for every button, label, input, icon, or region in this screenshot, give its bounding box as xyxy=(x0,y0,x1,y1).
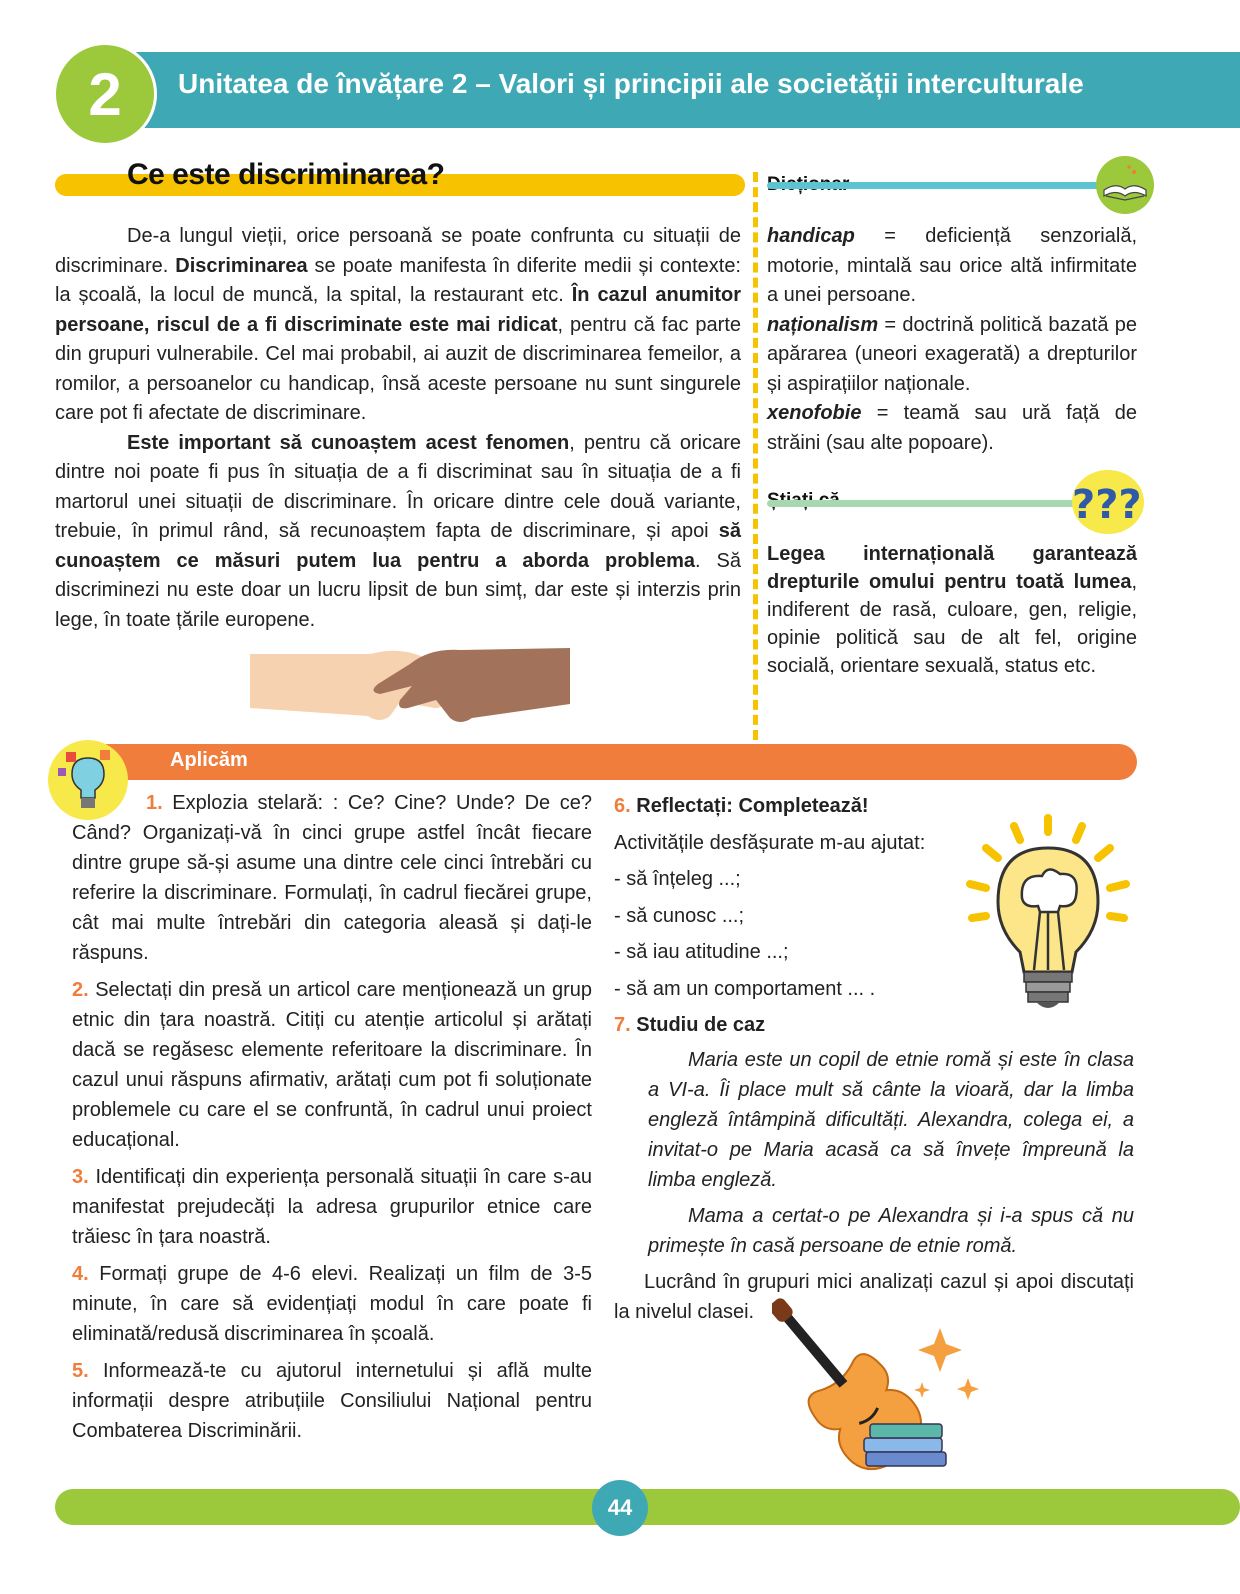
case-study-paragraph: Mama a certat-o pe Alexandra și i-a spus că nu primește în casă persoane de etnie romă. xyxy=(648,1205,1134,1257)
page-number: 44 xyxy=(592,1480,648,1536)
dictionary-entries xyxy=(767,222,1137,458)
reflect-line: - să am un comportament ... . xyxy=(614,977,876,1000)
apply-heading: Aplicăm xyxy=(170,749,248,771)
apply-item-3: 3. Identificați din experiența personală situații în care s-au manifestat prejudecăți la adresa grupurilor etnice care trăiesc în țara noastră. xyxy=(72,1166,592,1248)
column-divider xyxy=(753,172,758,740)
dictionary-underline xyxy=(767,182,1107,189)
reflect-line: - să iau atitudine ...; xyxy=(614,941,789,963)
question-marks-icon xyxy=(1072,470,1144,534)
violin-books-icon xyxy=(772,1298,1002,1476)
dictionary-entry: handicap = deficiență senzorială, motorie, mintală sau orice altă infirmitate a unei persoane. xyxy=(767,225,1137,306)
reflect-line: - să înțeleg ...; xyxy=(614,868,741,890)
svg-text:???: ??? xyxy=(1072,482,1142,528)
section-title: Ce este discriminarea? xyxy=(127,158,445,191)
reflect-intro: Activitățile desfășurate m-au ajutat: xyxy=(614,831,926,854)
dictionary-entry: xenofobie = teamă sau ură față de străini (sau alte popoare). xyxy=(767,402,1137,454)
intro-text xyxy=(55,222,741,635)
unit-title: Unitatea de învățare 2 – Valori și principii ale societății interculturale xyxy=(178,68,1084,99)
dictionary-entry: naționalism = doctrină politică bazată pe apărarea (uneori exagerată) a drepturilor și aspirațiilor naționale. xyxy=(767,313,1137,395)
did-you-know-underline xyxy=(767,500,1097,507)
intro-paragraph-1: De-a lungul vieții, orice persoană se poate confrunta cu situații de discriminare. Discriminarea se poate manifesta în diferite medii și contexte: la școală, la locul de muncă, la spital, la restaurant etc. În cazul anumitor persoane, riscul de a fi discriminate este mai ridicat, pentru că fac parte din grupuri vulnerabile. Cel mai probabil, ai auzit de discriminarea femeilor, a romilor, a persoanelor cu handicap, însă aceste persoane nu sunt singurele care pot fi afectate de discriminare. xyxy=(55,225,741,424)
case-study-instruction: Lucrând în grupuri mici analizați cazul și apoi discutați la nivelul clasei. xyxy=(614,1271,1134,1323)
apply-item-4: 4. Formați grupe de 4-6 elevi. Realizați un film de 3-5 minute, în care să evidențiați modul în care poate fi eliminată/redusă discriminarea în școală. xyxy=(72,1263,592,1345)
reflect-title: 6. Reflectați: Completează! xyxy=(614,795,869,817)
case-study-paragraph: Maria este un copil de etnie romă și este în clasa a VI-a. Îi place mult să cânte la vioară, dar la limba engleză întâmpină dificultăți. Alexandra, colega ei, a invitat-o pe Maria acasă ca să învețe împreună la limba engleză. xyxy=(648,1049,1134,1191)
book-icon xyxy=(1096,156,1154,214)
unit-number-badge: 2 xyxy=(53,42,157,146)
apply-item-5: 5. Informează-te cu ajutorul internetului și află multe informații despre atribuțiile Consiliului Național pentru Combaterea Discriminării. xyxy=(72,1360,592,1442)
apply-items-left xyxy=(72,788,592,1453)
reflect-line: - să cunosc ...; xyxy=(614,904,745,927)
lightbulb-brain-icon xyxy=(962,812,1134,1022)
apply-item-2: 2. Selectați din presă un articol care menționează un grup etnic din țara noastră. Citiți cu atenție articolul și arătați dacă se regăsesc elemente referitoare la discriminare. În cazul unui răspuns afirmativ, arătați cum pot fi soluționate problemele cu care el se confruntă, în cadrul unui proiect educațional. xyxy=(72,979,592,1151)
intro-paragraph-2: Este important să cunoaștem acest fenomen, pentru că oricare dintre noi poate fi pus în situația de a fi discriminat sau în situația de a fi martorul unei situații de discriminare. În oricare dintre cele două variante, trebuie, în primul rând, să recunoaștem fapta de discriminare, și apoi să cunoaștem ce măsuri putem lua pentru a aborda problema. Să discriminezi nu este doar un lucru lipsit de bun simț, dar este și interzis prin lege, în toate țările europene. xyxy=(55,431,741,631)
apply-item-1: 1. Explozia stelară: : Ce? Cine? Unde? De ce? Când? Organizați-vă în cinci grupe astfel încât fiecare dintre grupe să-și asume una dintre cele cinci întrebări cu referire la discriminare. Formulați, în cadrul fiecărei grupe, cât mai multe întrebări din categoria aleasă și dați-le răspuns. xyxy=(72,792,592,964)
did-you-know-text: Legea internațională garantează drepturile omului pentru toată lumea, indiferent de rasă, culoare, gen, religie, opinie politică sau de alt fel, origine socială, orientare sexuală, status etc. xyxy=(767,543,1137,677)
case-study-title: 7. Studiu de caz xyxy=(614,1014,766,1036)
handshake-hands-icon xyxy=(250,636,570,728)
case-study-text xyxy=(614,1045,1134,1333)
